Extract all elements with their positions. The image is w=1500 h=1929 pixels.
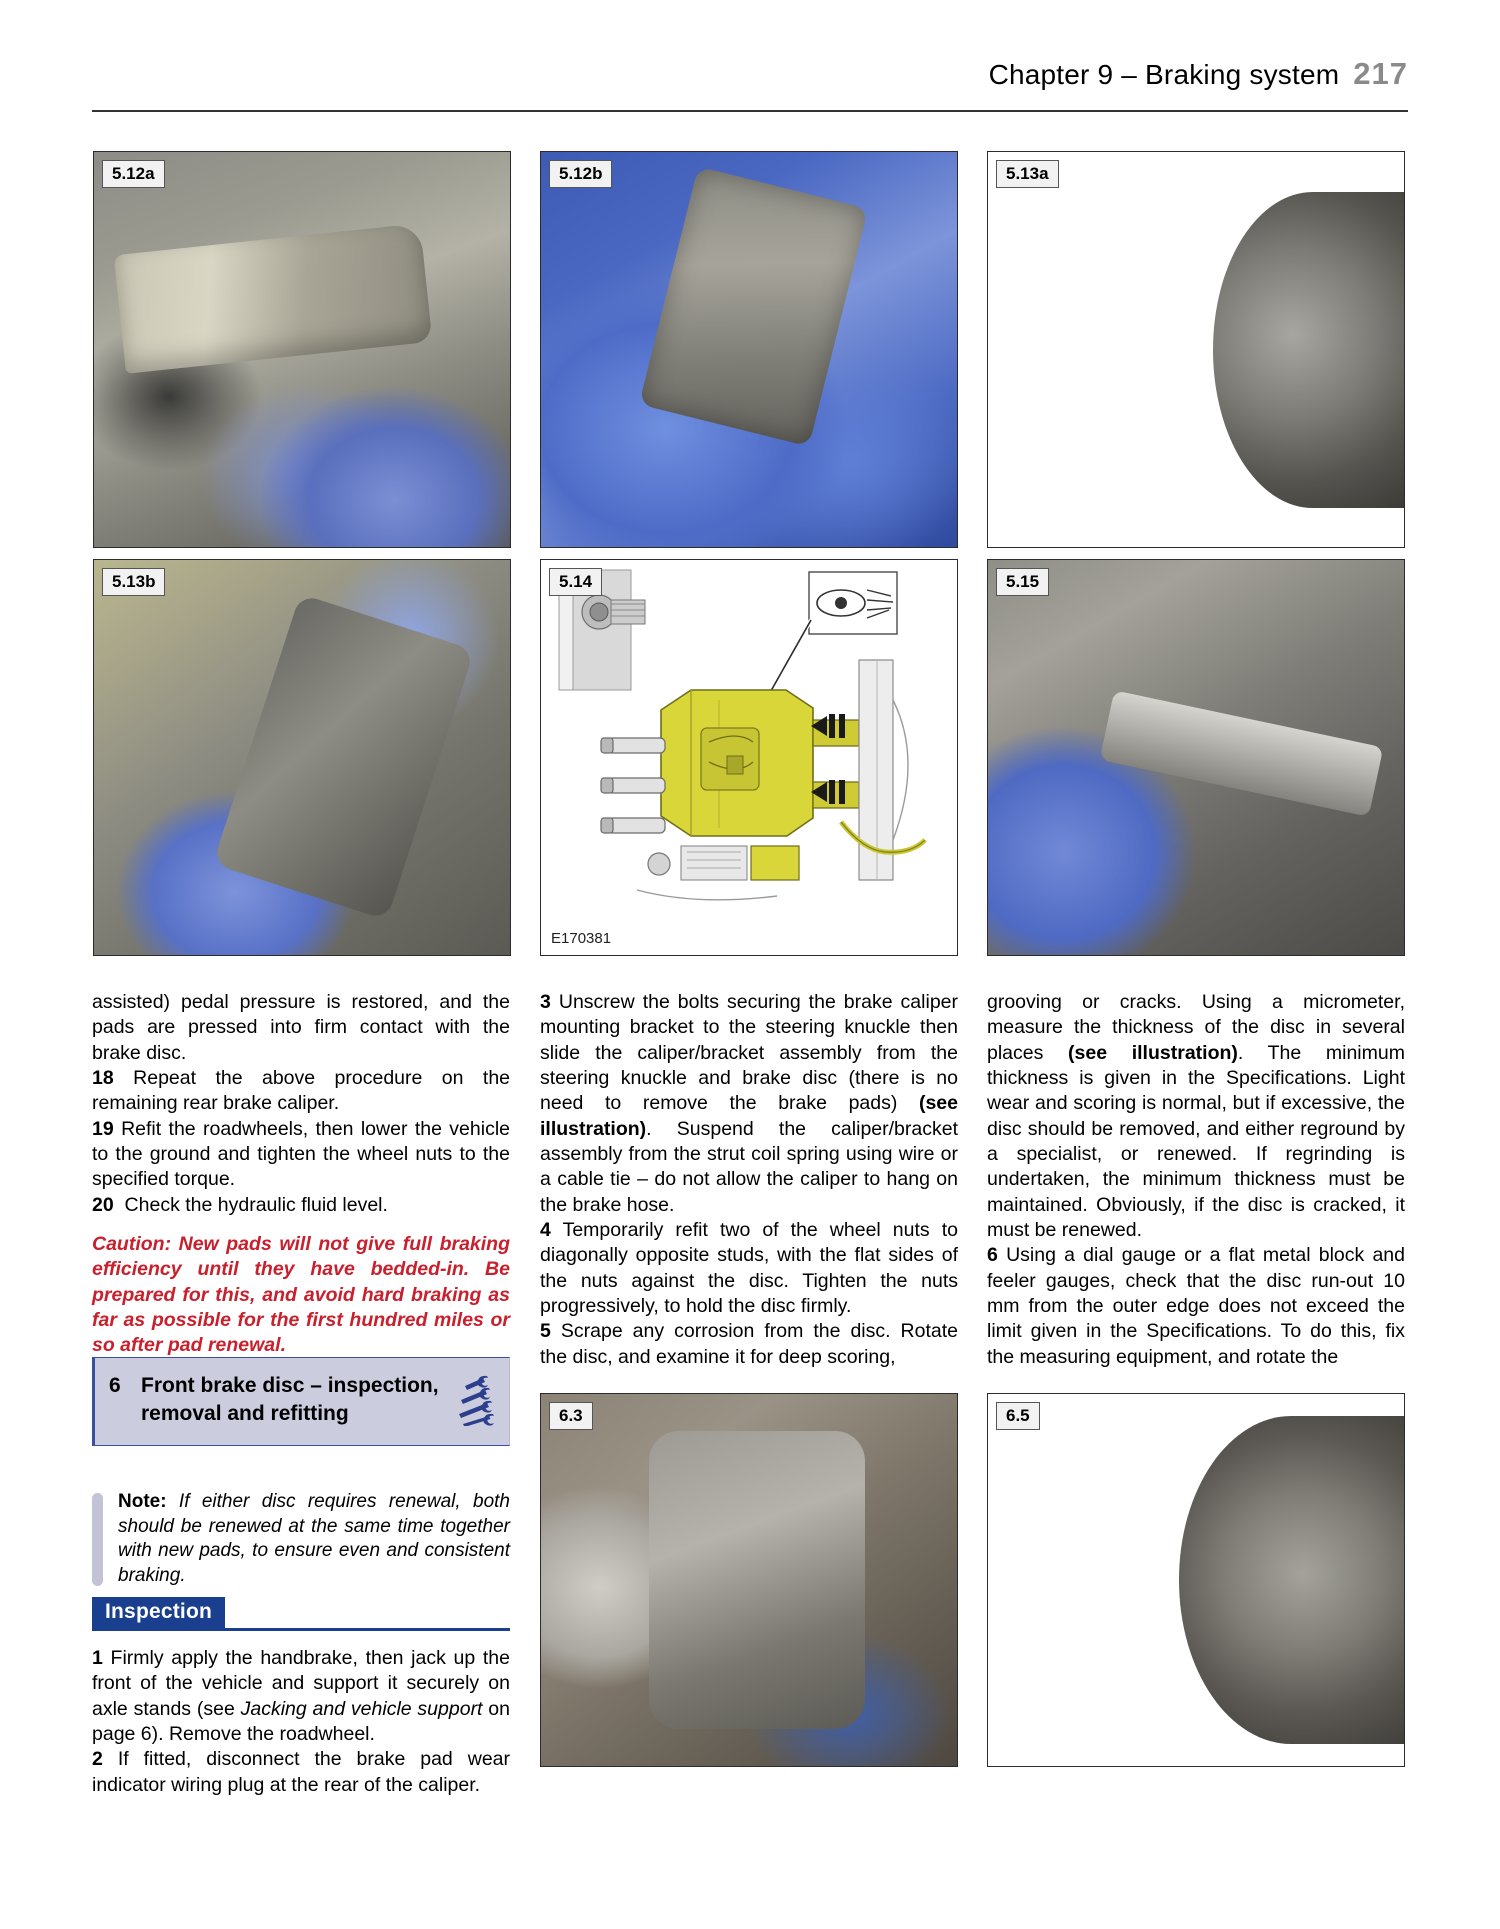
figure-label: 5.13a — [996, 160, 1059, 188]
inspection-subheading-wrap — [92, 1597, 510, 1631]
chapter-title: Chapter 9 – Braking system — [988, 59, 1340, 90]
paragraph-text-after: . The minimum thickness is given in the Specifications. Light wear and scoring is normal, but if excessive, the disc should be removed, and either reground by a specialist, or renewed. If regrinding is undertaken, the minimum thickness must be maintained. Obviously, if the disc is cracked, it must be renewed. — [987, 1041, 1405, 1242]
paragraph-text: Scrape any corrosion from the disc. Rotate the disc, and examine it for deep scoring, — [540, 1320, 958, 1368]
paragraph-text: If fitted, disconnect the brake pad wear indicator wiring plug at the rear of the caliper. — [92, 1748, 511, 1796]
paragraph-text: Repeat the above procedure on the remaining rear brake caliper. — [92, 1067, 511, 1115]
subheading-inspection: Inspection — [92, 1597, 225, 1628]
paragraph-text: grooving or cracks. Using a micrometer, measure the thickness of the disc in several places — [987, 991, 1405, 1064]
step-number: 4 — [540, 1219, 551, 1242]
step-number: 5 — [540, 1320, 551, 1343]
figure-5-14 — [540, 559, 958, 956]
paragraph-text: Refit the roadwheels, then lower the vehicle to the ground and tighten the wheel nuts to the specified torque. — [92, 1117, 510, 1191]
figure-label: 5.15 — [996, 568, 1049, 596]
step-number: 6 — [987, 1244, 998, 1267]
figure-label: 5.12a — [102, 160, 165, 188]
paragraph-text: Unscrew the bolts securing the brake caliper mounting bracket to the steering knuckle then slide the caliper/bracket assembly from the steering knuckle and brake disc (there is no need to remove the brake pads) — [540, 991, 959, 1115]
note-accent-bar — [92, 1493, 103, 1586]
step-number: 19 — [92, 1117, 114, 1140]
section-number: 6 — [109, 1374, 121, 1397]
paragraph — [540, 990, 958, 1218]
section-heading-box — [92, 1357, 510, 1446]
paragraph — [540, 1319, 958, 1370]
figure-label: 5.12b — [549, 160, 612, 188]
paragraph-text-after: . Suspend the caliper/bracket assembly from the strut coil spring using wire or a cable tie – do not allow the caliper to hang on the brake hose. — [540, 1117, 958, 1216]
figure-label: 6.5 — [996, 1402, 1040, 1430]
paragraph-text: assisted) pedal pressure is restored, and the pads are pressed into firm contact with the brake disc. — [92, 991, 510, 1064]
figure-label: 5.14 — [549, 568, 602, 596]
paragraph-text: Temporarily refit two of the wheel nuts to diagonally opposite studs, with the flat sides of the nuts against the disc. Tighten the nuts progressively, to hold the disc firmly. — [540, 1219, 958, 1318]
paragraph — [987, 990, 1405, 1243]
caution-note: Caution: New pads will not give full braking efficiency until they have bedded-in. Be prepared for this, and avoid hard braking as far as possible for the first hundred miles or so after pad renewal. — [92, 1233, 510, 1357]
photo-image — [988, 152, 1404, 547]
photo-image — [988, 1394, 1404, 1766]
figure-6-3 — [540, 1393, 958, 1767]
paragraph — [92, 1066, 510, 1117]
page-number: 217 — [1353, 56, 1408, 91]
page-header — [92, 56, 1408, 92]
figure-5-12b — [540, 151, 958, 548]
paragraph — [92, 990, 510, 1066]
step-number: 3 — [540, 991, 551, 1013]
paragraph-text: Check the hydraulic fluid level. — [124, 1193, 388, 1216]
brake-caliper-diagram — [541, 560, 958, 956]
photo-image — [94, 560, 510, 955]
note-label: Note: — [118, 1491, 167, 1512]
paragraph — [987, 1243, 1405, 1370]
paragraph — [540, 1218, 958, 1319]
paragraph — [92, 1193, 510, 1218]
figure-5-15 — [987, 559, 1405, 956]
note-text: If either disc requires renewal, both should be renewed at the same time together with new pads, to ensure even and consistent braking. — [118, 1491, 510, 1587]
subheading-rule — [92, 1628, 510, 1631]
paragraph-text-after: on page 6). Remove the roadwheel. — [92, 1697, 510, 1746]
step-number: 18 — [92, 1067, 114, 1090]
left-column-text — [92, 990, 510, 1359]
paragraph — [92, 1117, 510, 1193]
figure-5-13a — [987, 151, 1405, 548]
diagram-caption: E170381 — [551, 930, 612, 947]
photo-image — [541, 1394, 957, 1766]
figure-label: 5.13b — [102, 568, 165, 596]
spanner-icon — [453, 1372, 497, 1426]
paragraph-text: Using a dial gauge or a flat metal block and feeler gauges, check that the disc run-out 10 mm from the outer edge does not exceed the limit given in the Specifications. To do this, fix the measuring equipment, and rotate the — [987, 1244, 1405, 1368]
figure-5-12a — [93, 151, 511, 548]
diagram-canvas — [541, 560, 957, 955]
figure-label: 6.3 — [549, 1402, 593, 1430]
photo-image — [541, 152, 957, 547]
header-divider — [92, 110, 1408, 112]
photo-image — [94, 152, 510, 547]
paragraph — [92, 1747, 510, 1798]
step-number: 2 — [92, 1748, 103, 1771]
middle-column-text — [540, 990, 958, 1370]
figure-5-13b — [93, 559, 511, 956]
figure-6-5 — [987, 1393, 1405, 1767]
cross-reference: Jacking and vehicle support — [240, 1697, 483, 1720]
photo-image — [988, 560, 1404, 955]
step-number: 20 — [92, 1193, 114, 1216]
step-number: 1 — [92, 1647, 103, 1669]
paragraph-text: Firmly apply the handbrake, then jack up the front of the vehicle and support it securely on axle stands (see — [92, 1647, 510, 1720]
right-column-text — [987, 990, 1405, 1370]
see-illustration-ref: (see illustration) — [540, 1092, 958, 1140]
see-illustration-ref: (see illustration) — [1068, 1041, 1238, 1064]
section-title: Front brake disc – inspection, removal and refitting — [141, 1374, 439, 1425]
note-block — [92, 1490, 510, 1589]
paragraph — [92, 1646, 510, 1747]
left-column-inspection-text — [92, 1646, 510, 1798]
